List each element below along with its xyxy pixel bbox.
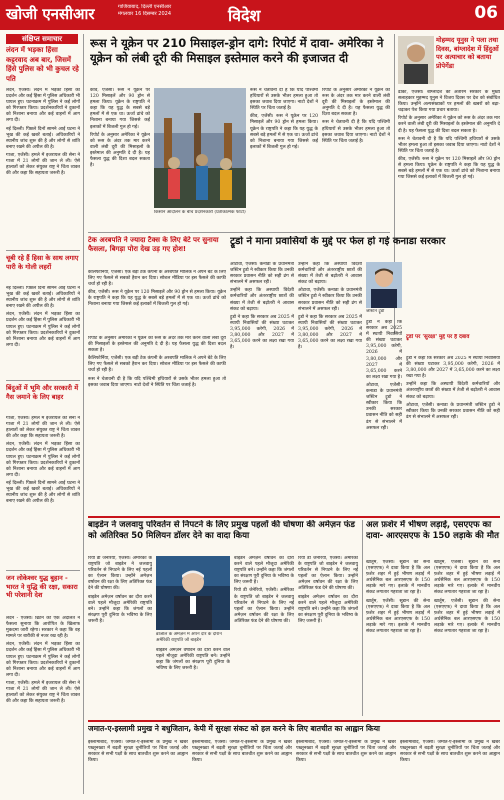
biden-photo-caption: ब्राजील के अमेज़न में अपने दौरे के दौरान अमेरिकी राष्ट्रपति जो बाइडेन — [156, 632, 222, 643]
trudeau-body-a2: ओटावा, एजेंसी। कनाडा के प्रधानमंत्री जस्टिन ट्रूडो ने स्वीकार किया कि उनकी सरकार प्रवासन नीति को सही ढंग से संभालने में असफल रही। — [298, 288, 362, 312]
section-divider — [88, 516, 500, 518]
lead-body-col3 — [322, 88, 390, 228]
portrait-icon — [366, 262, 402, 308]
biden-body-b4: बाइडेन अमेज़न वर्षावन का दौरा करने वाले पहले मौजूदा अमेरिकी राष्ट्रपति बने। उन्होंने कहा कि जंगलों का संरक्षण पूरी दुनिया के भविष्य के लिए जरूरी है। — [156, 648, 230, 672]
masthead — [0, 0, 504, 30]
lead-body-a: कीव, एजेंसी। रूस ने यूक्रेन पर 120 मिसाइलें और 90 ड्रोन से हमला किया। यूक्रेन के राष्ट्रपति ने कहा कि यह युद्ध के सबसे बड़े हमलों में से एक था। ऊर्जा ढांचे को निशाना बनाया गया जिससे कई इलाकों में बिजली गुल हो गई। — [90, 88, 150, 130]
sidebar-body-2 — [6, 286, 80, 376]
protest-photo-icon — [154, 88, 246, 208]
biden-body-col3 — [298, 556, 358, 716]
bottom-body-d: इस्लामाबाद, एजेंसी। जमात-ए-इस्लामी के प्रमुख ने खैबर पख्तूनख्वा में बढ़ती सुरक्षा चुनौतियों पर चिंता जताई और सरकार से सभी पक्षों के साथ बातचीत शुरू करने का आह्वान किया। — [400, 740, 500, 764]
yunus-body-text-c: रूस ने चेतावनी दी है कि यदि पश्चिमी हथियारों से उसके भीतर हमला हुआ तो इसका जवाब दिया जाएगा। नाटो देशों ने स्थिति पर चिंता जताई है। — [398, 136, 500, 154]
sidebar-body-2-text-b: लंदन, एजेंसी। लंदन में भड़का हिंसा का प्रदर्शन और कई हिंसा में पुलिस अधिकारी भी घायल हुए। घटनाक्रम में पुलिस ने कई लोगों को गिरफ्तार किया। प्रदर्शनकारियों ने दुकानों को निशाना बनाया और कई वाहनों में आग लगा दी। — [6, 312, 80, 348]
sidebar-body-1-text-b: नई दिल्ली। पिछले दिनों सामने आई घटना ने भूख की कई खबरें बताई। अधिकारियों ने स्थानीय जांच शुरू की है और लोगों से शांति बनाए रखने की अपील की है। — [6, 126, 80, 150]
alfashir-body-b: खार्तूम, एजेंसी। सूडान की सेना (एसएएफ) ने दावा किया है कि अल फ़शेर शहर में हुई भीषण लड़ाई में अर्धसैनिक बल आरएसएफ के 150 लड़ाके मारे गए। इलाके में मानवीय संकट लगातार गहराता जा रहा है। — [366, 598, 430, 635]
trudeau-body-col2 — [298, 262, 362, 512]
tax-body — [88, 270, 226, 332]
tax-body-continued — [88, 336, 226, 512]
yunus-body-text-d: कीव, एजेंसी। रूस ने यूक्रेन पर 120 मिसाइलें और 90 ड्रोन से हमला किया। यूक्रेन के राष्ट्रपति ने कहा कि यह युद्ध के सबसे बड़े हमलों में से एक था। ऊर्जा ढांचे को निशाना बनाया गया जिससे कई इलाकों में बिजली गुल हो गई। — [398, 156, 500, 181]
trudeau-body-b4: उन्होंने कहा कि अस्थायी विदेशी कर्मचारियों और अंतरराष्ट्रीय छात्रों की संख्या में तेजी से बढ़ोतरी ने आवास संकट को बढ़ाया। — [406, 382, 500, 400]
tax-body-text-c: रिपोर्ट के अनुसार अमेरिका ने यूक्रेन को रूस के अंदर तक मार करने वाली लंबी दूरी की मिसाइलों के इस्तेमाल की अनुमति दे दी है। यह फैसला युद्ध की दिशा बदल सकता है। — [88, 336, 226, 354]
biden-body-col2 — [234, 556, 294, 716]
sidebar-body-3-text-c: नई दिल्ली। पिछले दिनों सामने आई घटना ने भूख की कई खबरें बताई। अधिकारियों ने स्थानीय जांच शुरू की है और लोगों से शांति बनाए रखने की अपील की है। — [6, 480, 80, 505]
lead-headline: रूस ने यूक्रेन पर 210 मिसाइल-ड्रोन दागे: रिपोर्ट में दावा- अमेरिका ने यूक्रेन को लंबी दूरी की मिसाइल इस्तेमाल करने की इजाजत दी — [90, 36, 384, 65]
tax-body-text: कैलिफोर्निया, एजेंसी। एक बड़ी टेक कंपनी के अरबपति मालिक ने अपने बेटे के लिए लिए गए फैसले से सबको हैरान कर दिया। सोशल मीडिया पर इस फैसले की काफी चर्चा हो रही है। — [88, 270, 226, 288]
alfashir-headline: अल फ़शेर में भीषण लड़ाई, एसएएफ का दावा- आरएसएफ के 150 लड़ाके की मौत — [366, 520, 499, 541]
divider — [88, 232, 390, 233]
biden-body-col1 — [88, 556, 152, 716]
trudeau-body-b: उन्होंने कहा कि अस्थायी विदेशी कर्मचारियों और अंतरराष्ट्रीय छात्रों की संख्या में तेजी से बढ़ोतरी ने आवास संकट को बढ़ाया। — [230, 288, 294, 312]
tax-headline: टेक अरबपति ने ज्यादा टैक्स के लिए बेटे पर सुनाया फैसला, बिगड़ा पोरा देख उड़ गए होश! — [88, 236, 219, 253]
sidebar-headline-4: जन लोकेश्वर युद्ध बुहान - भारत ने युद्धि की रक्षा, सकारा भी परेशानी देश — [6, 574, 78, 599]
trudeau-body-col4 — [406, 356, 500, 512]
tax-body-text-b: कीव, एजेंसी। रूस ने यूक्रेन पर 120 मिसाइलें और 90 ड्रोन से हमला किया। यूक्रेन के राष्ट्रपति ने कहा कि यह युद्ध के सबसे बड़े हमलों में से एक था। ऊर्जा ढांचे को निशाना बनाया गया जिससे कई इलाकों में बिजली गुल हो गई। — [88, 290, 226, 308]
trudeau-body-c: ट्रूडो ने कहा कि सरकार अब 2025 में स्थायी निवासियों की संख्या घटाकर 3,95,000 करेगी, 2026 में 3,80,000 और 2027 में 3,65,000 करने का लक्ष्य रखा गया है। — [230, 314, 294, 351]
sidebar-body-3 — [6, 416, 80, 566]
trudeau-caption: जस्टिन ट्रूडो — [366, 309, 385, 314]
divider — [6, 570, 80, 571]
sidebar-headline-1: लंदन में भड़का हिंसा कट्टरवाद अब बार, जिसमें हिंसे पुलिस को भी कुचल रहे पति — [6, 46, 79, 83]
lead-body-c2: रूस ने चेतावनी दी है कि यदि पश्चिमी हथियारों से उसके भीतर हमला हुआ तो इसका जवाब दिया जाएगा। नाटो देशों ने स्थिति पर चिंता जताई है। — [322, 120, 390, 144]
masthead-meta — [118, 4, 228, 18]
yunus-body-text: ढाका, एजेंसी। बांग्लादेश की अंतरिम सरकार के मुख्य सलाहकार मुहम्मद यूनुस ने विजय दिवस पर देश को संबोधित किया। उन्होंने अल्पसंख्यकों पर हमलों की खबरों को बढ़ा-चढ़ाकर पेश किया गया प्रचार बताया। — [398, 90, 500, 114]
alfashir-body-d: खार्तूम, एजेंसी। सूडान की सेना (एसएएफ) ने दावा किया है कि अल फ़शेर शहर में हुई भीषण लड़ाई में अर्धसैनिक बल आरएसएफ के 150 लड़ाके मारे गए। इलाके में मानवीय संकट लगातार गहराता जा रहा है। — [434, 598, 500, 635]
biden-photo — [156, 556, 230, 630]
alfashir-body-col1 — [366, 560, 430, 716]
sidebar-body-1-text-c: गाजा, एजेंसी। हमले में इजरायल की सेना ने गाजा में 21 लोगों की जान ले ली। ऐसे हालातों को लेकर संयुक्त राष्ट्र ने चिंता व्यक्त की और कहा कि सहायता जरूरी है। — [6, 152, 80, 177]
column-divider — [362, 520, 363, 716]
sidebar-body-2-text: नई दिल्ली। पिछले दिनों सामने आई घटना ने भूख की कई खबरें बताई। अधिकारियों ने स्थानीय जांच शुरू की है और लोगों से शांति बनाए रखने की अपील की है। — [6, 286, 80, 310]
trudeau-body-col1 — [230, 262, 294, 512]
lead-body-a2: कीव, एजेंसी। रूस ने यूक्रेन पर 120 मिसाइलें और 90 ड्रोन से हमला किया। यूक्रेन के राष्ट्रपति ने कहा कि यह युद्ध के सबसे बड़े हमलों में से एक था। ऊर्जा ढांचे को निशाना बनाया गया जिससे कई इलाकों में बिजली गुल हो गई। — [250, 114, 318, 150]
alfashir-body-c: खार्तूम, एजेंसी। सूडान की सेना (एसएएफ) ने दावा किया है कि अल फ़शेर शहर में हुई भीषण लड़ाई में अर्धसैनिक बल आरएसएफ के 150 लड़ाके मारे गए। इलाके में मानवीय संकट लगातार गहराता जा रहा है। — [434, 560, 500, 596]
lead-body-col2 — [250, 88, 318, 228]
trudeau-headline: ट्रूडो ने माना प्रवासियों के मुद्दे पर फेल हो गई कनाडा सरकार — [230, 236, 446, 247]
biden-body-a: रियो डी जेनेरियो, एजेंसी। अमेरिका के राष्ट्रपति जो बाइडेन ने जलवायु परिवर्तन से निपटने के लिए नई पहलों का ऐलान किया। उन्होंने अमेज़न वर्षावन की रक्षा के लिए अतिरिक्त फंड देने की घोषणा की। — [88, 556, 152, 592]
yunus-photo — [398, 36, 434, 84]
lead-body-col1 — [90, 88, 150, 228]
masthead-date: मंगलवार 16 दिसम्बर 2024 — [118, 11, 172, 17]
trudeau-body-a3: ओटावा, एजेंसी। कनाडा के प्रधानमंत्री जस्टिन ट्रूडो ने स्वीकार किया कि उनकी सरकार प्रवासन नीति को सही ढंग से संभालने में असफल रही। — [366, 382, 402, 431]
trudeau-subhead: ट्रूडो पर 'सुरक्षा' मुद्दे पर है दबाव — [406, 334, 470, 340]
masthead-meta-line: गाजियाबाद, दिल्ली एनसीआर — [118, 4, 172, 10]
trudeau-body-c3: ट्रूडो ने कहा कि सरकार अब 2025 में स्थायी निवासियों की संख्या घटाकर 3,95,000 करेगी, 2026 में 3,80,000 और 2027 में 3,65,000 करने का लक्ष्य रखा गया है। — [366, 320, 402, 380]
sidebar-body-1 — [6, 88, 80, 248]
sidebar-headline-3: बिंदुओं में भूमि और सरकारी में गैस जमाने के लिए बाहर — [6, 384, 79, 401]
trudeau-body-col3 — [366, 320, 402, 512]
biden-body-a2: रियो डी जेनेरियो, एजेंसी। अमेरिका के राष्ट्रपति जो बाइडेन ने जलवायु परिवर्तन से निपटने के लिए नई पहलों का ऐलान किया। उन्होंने अमेज़न वर्षावन की रक्षा के लिए अतिरिक्त फंड देने की घोषणा की। — [234, 588, 294, 624]
bottom-body-a: इस्लामाबाद, एजेंसी। जमात-ए-इस्लामी के प्रमुख ने खैबर पख्तूनख्वा में बढ़ती सुरक्षा चुनौतियों पर चिंता जताई और सरकार से सभी पक्षों के साथ बातचीत शुरू करने का आह्वान किया। — [88, 740, 188, 764]
trudeau-photo — [366, 262, 402, 308]
yunus-headline: मोहम्मद यूनुस ने पला तथा दिवस, बांग्लादेश में हिंदुओं पर अत्याचार को बताया प्रोपेगेंडा — [436, 36, 499, 70]
biden-body-b3: बाइडेन अमेज़न वर्षावन का दौरा करने वाले पहले मौजूदा अमेरिकी राष्ट्रपति बने। उन्होंने कहा कि जंगलों का संरक्षण पूरी दुनिया के भविष्य के लिए जरूरी है। — [298, 594, 358, 624]
trudeau-body-b2: उन्होंने कहा कि अस्थायी विदेशी कर्मचारियों और अंतरराष्ट्रीय छात्रों की संख्या में तेजी से बढ़ोतरी ने आवास संकट को बढ़ाया। — [298, 262, 362, 286]
bottom-body-b: इस्लामाबाद, एजेंसी। जमात-ए-इस्लामी के प्रमुख ने खैबर पख्तूनख्वा में बढ़ती सुरक्षा चुनौतियों पर चिंता जताई और सरकार से सभी पक्षों के साथ बातचीत शुरू करने का आह्वान किया। — [192, 740, 292, 764]
bottom-body-col2 — [192, 740, 292, 796]
biden-body-col4 — [156, 648, 230, 716]
trudeau-body-a4: ओटावा, एजेंसी। कनाडा के प्रधानमंत्री जस्टिन ट्रूडो ने स्वीकार किया कि उनकी सरकार प्रवासन नीति को सही ढंग से संभालने में असफल रही। — [406, 402, 500, 420]
lead-photo — [154, 88, 246, 208]
lead-photo-caption: किसान आंदोलन के बीच प्रदर्शनकारी (प्रतीकात्मक फोटो) — [154, 210, 246, 215]
section-divider — [88, 720, 500, 722]
alfashir-body-col2 — [434, 560, 500, 716]
bottom-body-col3 — [296, 740, 396, 796]
biden-body-a3: रियो डी जेनेरियो, एजेंसी। अमेरिका के राष्ट्रपति जो बाइडेन ने जलवायु परिवर्तन से निपटने के लिए नई पहलों का ऐलान किया। उन्होंने अमेज़न वर्षावन की रक्षा के लिए अतिरिक्त फंड देने की घोषणा की। — [298, 556, 358, 592]
alfashir-body-a: खार्तूम, एजेंसी। सूडान की सेना (एसएएफ) ने दावा किया है कि अल फ़शेर शहर में हुई भीषण लड़ाई में अर्धसैनिक बल आरएसएफ के 150 लड़ाके मारे गए। इलाके में मानवीय संकट लगातार गहराता जा रहा है। — [366, 560, 430, 596]
trudeau-body-a: ओटावा, एजेंसी। कनाडा के प्रधानमंत्री जस्टिन ट्रूडो ने स्वीकार किया कि उनकी सरकार प्रवासन नीति को सही ढंग से संभालने में असफल रही। — [230, 262, 294, 286]
biden-body-b: बाइडेन अमेज़न वर्षावन का दौरा करने वाले पहले मौजूदा अमेरिकी राष्ट्रपति बने। उन्होंने कहा कि जंगलों का संरक्षण पूरी दुनिया के भविष्य के लिए जरूरी है। — [88, 594, 152, 624]
sidebar-body-4-text-c: गाजा, एजेंसी। हमले में इजरायल की सेना ने गाजा में 21 लोगों की जान ले ली। ऐसे हालातों को लेकर संयुक्त राष्ट्र ने चिंता व्यक्त की और कहा कि सहायता जरूरी है। — [6, 680, 80, 705]
column-divider — [83, 34, 84, 794]
sidebar-body-1-text: लंदन, एजेंसी। लंदन में भड़का हिंसा का प्रदर्शन और कई हिंसा में पुलिस अधिकारी भी घायल हुए। घटनाक्रम में पुलिस ने कई लोगों को गिरफ्तार किया। प्रदर्शनकारियों ने दुकानों को निशाना बनाया और कई वाहनों में आग लगा दी। — [6, 88, 80, 124]
yunus-body — [398, 90, 500, 328]
lead-body-b2: रिपोर्ट के अनुसार अमेरिका ने यूक्रेन को रूस के अंदर तक मार करने वाली लंबी दूरी की मिसाइलों के इस्तेमाल की अनुमति दे दी है। यह फैसला युद्ध की दिशा बदल सकता है। — [322, 88, 390, 118]
sidebar-body-4-text: लंदन - एजेंसी। ब्रिटेन की एक अदालत ने फैसला सुनाया कि आरोपित के खिलाफ मुकदमा जारी रहेगा। सरकार ने कहा कि वह मामले पर बारीकी से नजर रख रही है। — [6, 616, 80, 640]
bottom-headline: जमात-ए-इस्लामी प्रमुख ने बधुजितान, केपी में सुरक्षा संकट को हल करने के लिए बातचीत का आह्वान किया — [88, 724, 380, 733]
section-title: विदेश — [228, 6, 261, 25]
trudeau-body-c4: ट्रूडो ने कहा कि सरकार अब 2025 में स्थायी निवासियों की संख्या घटाकर 3,95,000 करेगी, 2026 में 3,80,000 और 2027 में 3,65,000 करने का लक्ष्य रखा गया है। — [406, 356, 500, 380]
portrait-icon — [398, 36, 434, 84]
lead-body-c: रूस ने चेतावनी दी है कि यदि पश्चिमी हथियारों से उसके भीतर हमला हुआ तो इसका जवाब दिया जाएगा। नाटो देशों ने स्थिति पर चिंता जताई है। — [250, 88, 318, 112]
yunus-body-text-b: रिपोर्ट के अनुसार अमेरिका ने यूक्रेन को रूस के अंदर तक मार करने वाली लंबी दूरी की मिसाइलों के इस्तेमाल की अनुमति दे दी है। यह फैसला युद्ध की दिशा बदल सकता है। — [398, 116, 500, 134]
biden-headline: बाइडेन ने जलवायु परिवर्तन से निपटने के लिए प्रमुख पहलों की घोषणा की अमेज़न फंड को अतिरिक्त 50 मिलियन डॉलर देने का वादा किया — [88, 520, 355, 541]
biden-portrait-icon — [156, 556, 230, 630]
lead-body-b: रिपोर्ट के अनुसार अमेरिका ने यूक्रेन को रूस के अंदर तक मार करने वाली लंबी दूरी की मिसाइलों के इस्तेमाल की अनुमति दे दी है। यह फैसला युद्ध की दिशा बदल सकता है। — [90, 132, 150, 169]
page-number: 06 — [474, 3, 498, 23]
sidebar-body-3-text-b: लंदन, एजेंसी। लंदन में भड़का हिंसा का प्रदर्शन और कई हिंसा में पुलिस अधिकारी भी घायल हुए। घटनाक्रम में पुलिस ने कई लोगों को गिरफ्तार किया। प्रदर्शनकारियों ने दुकानों को निशाना बनाया और कई वाहनों में आग लगा दी। — [6, 442, 80, 478]
bottom-body-col1 — [88, 740, 188, 796]
sidebar-kicker: संक्षिप्त समाचार — [6, 34, 78, 44]
tax-body-text-e: रूस ने चेतावनी दी है कि यदि पश्चिमी हथियारों से उसके भीतर हमला हुआ तो इसका जवाब दिया जाएगा। नाटो देशों ने स्थिति पर चिंता जताई है। — [88, 376, 226, 388]
bottom-body-c: इस्लामाबाद, एजेंसी। जमात-ए-इस्लामी के प्रमुख ने खैबर पख्तूनख्वा में बढ़ती सुरक्षा चुनौतियों पर चिंता जताई और सरकार से सभी पक्षों के साथ बातचीत शुरू करने का आह्वान किया। — [296, 740, 396, 764]
tax-body-text-d: कैलिफोर्निया, एजेंसी। एक बड़ी टेक कंपनी के अरबपति मालिक ने अपने बेटे के लिए लिए गए फैसले से सबको हैरान कर दिया। सोशल मीडिया पर इस फैसले की काफी चर्चा हो रही है। — [88, 356, 226, 374]
divider — [6, 380, 80, 381]
sidebar-body-3-text: गाजा, एजेंसी। हमले में इजरायल की सेना ने गाजा में 21 लोगों की जान ले ली। ऐसे हालातों को लेकर संयुक्त राष्ट्र ने चिंता व्यक्त की और कहा कि सहायता जरूरी है। — [6, 416, 80, 440]
sidebar-body-4-text-b: लंदन, एजेंसी। लंदन में भड़का हिंसा का प्रदर्शन और कई हिंसा में पुलिस अधिकारी भी घायल हुए। घटनाक्रम में पुलिस ने कई लोगों को गिरफ्तार किया। प्रदर्शनकारियों ने दुकानों को निशाना बनाया और कई वाहनों में आग लगा दी। — [6, 642, 80, 678]
bottom-body-col4 — [400, 740, 500, 796]
sidebar-body-4 — [6, 616, 80, 794]
sidebar-headline-2: चूबी रहे हैं हिसा के साथ लगाए पारी के गोली लहरों — [6, 254, 79, 271]
divider — [6, 250, 80, 251]
brand-title: खोजी एनसीआर — [6, 5, 95, 23]
trudeau-body-c2: ट्रूडो ने कहा कि सरकार अब 2025 में स्थायी निवासियों की संख्या घटाकर 3,95,000 करेगी, 2026 में 3,80,000 और 2027 में 3,65,000 करने का लक्ष्य रखा गया है। — [298, 314, 362, 351]
biden-body-b2: बाइडेन अमेज़न वर्षावन का दौरा करने वाले पहले मौजूदा अमेरिकी राष्ट्रपति बने। उन्होंने कहा कि जंगलों का संरक्षण पूरी दुनिया के भविष्य के लिए जरूरी है। — [234, 556, 294, 586]
